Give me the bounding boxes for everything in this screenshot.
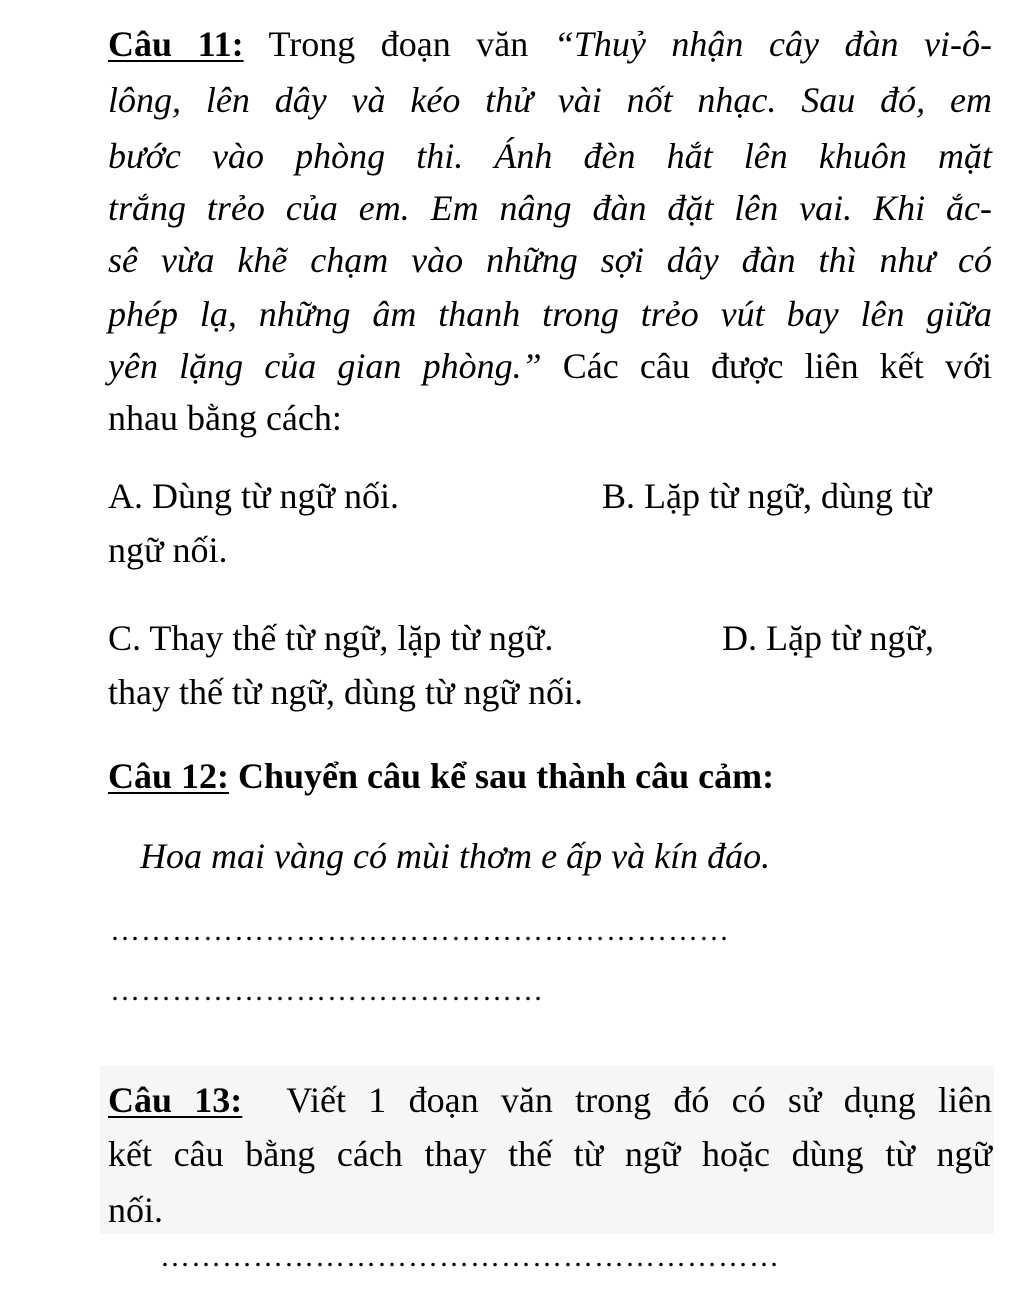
q13-line-2: kết câu bằng cách thay thế từ ngữ hoặc dùng từ ngữ — [108, 1134, 992, 1174]
q11-quote-line-1: “Thuỷ nhận cây đàn vi-ô- — [553, 24, 992, 64]
q13-label: Câu 13: — [108, 1080, 243, 1120]
q11-quote-line-6: phép lạ, những âm thanh trong trẻo vút bay lên giữa — [108, 294, 992, 334]
q12-heading — [108, 756, 774, 796]
q11-option-a: A. Dùng từ ngữ nối. — [108, 476, 400, 516]
q11-question-tail: Các câu được liên kết với — [541, 346, 992, 386]
q12-answer-line-1: …………………………………………………… — [110, 916, 730, 946]
q12-prompt: Chuyển câu kể sau thành câu cảm: — [229, 756, 775, 796]
q13-text-1: Viết 1 đoạn văn trong đó có sử dụng liên — [242, 1080, 992, 1120]
q11-option-c: C. Thay thế từ ngữ, lặp từ ngữ. — [108, 618, 554, 658]
q11-intro: Trong đoạn văn — [243, 24, 554, 64]
q13-line-3: nối. — [108, 1190, 164, 1230]
q11-quote-line-7: yên lặng của gian phòng.” — [108, 346, 542, 386]
q13-line-1 — [108, 1080, 992, 1120]
q12-answer-line-2: …………………………………… — [110, 976, 544, 1006]
q13-answer-line: …………………………………………………… — [160, 1242, 780, 1272]
q11-quote-line-4: trắng trẻo của em. Em nâng đàn đặt lên vai. Khi ắc- — [108, 188, 992, 228]
q11-line-7 — [108, 346, 992, 386]
q11-option-b-cont: ngữ nối. — [108, 530, 228, 570]
q11-option-d: D. Lặp từ ngữ, — [722, 618, 934, 658]
q11-option-d-cont: thay thế từ ngữ, dùng từ ngữ nối. — [108, 672, 584, 712]
q11-question-end: nhau bằng cách: — [108, 398, 342, 438]
q12-sentence: Hoa mai vàng có mùi thơm e ấp và kín đáo. — [140, 836, 771, 876]
q11-line-1 — [108, 24, 992, 64]
q11-quote-line-2: lông, lên dây và kéo thử vài nốt nhạc. Sau đó, em — [108, 80, 992, 120]
q11-quote-line-5: sê vừa khẽ chạm vào những sợi dây đàn thì như có — [108, 240, 992, 280]
q11-label: Câu 11: — [108, 24, 244, 64]
q11-option-b: B. Lặp từ ngữ, dùng từ — [602, 476, 932, 516]
q12-label: Câu 12: — [108, 756, 230, 796]
q11-quote-line-3: bước vào phòng thi. Ánh đèn hắt lên khuôn mặt — [108, 136, 992, 176]
